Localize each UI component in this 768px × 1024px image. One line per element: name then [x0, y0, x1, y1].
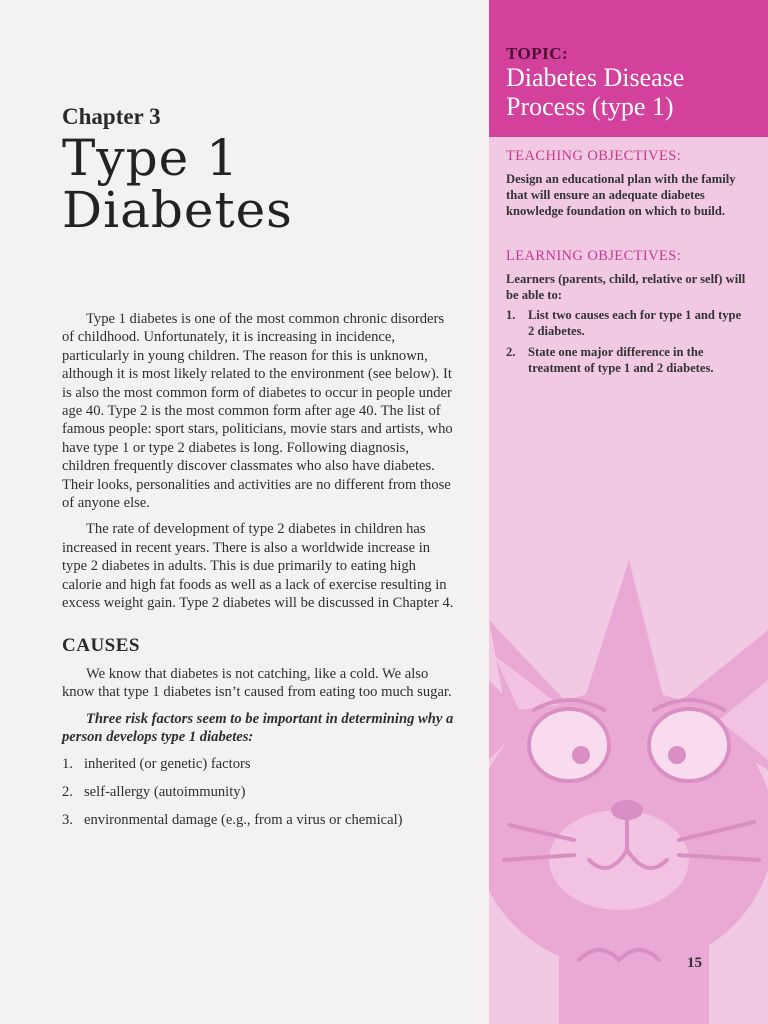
main-column	[62, 0, 458, 1024]
list-item-number: 3.	[62, 812, 73, 829]
intro-paragraph-2: The rate of development of type 2 diabetes in children has increased in recent years. There is also a worldwide increase in type 2 diabetes in adults. This is due primarily to eating high calorie and high fat foods as well as a lack of exercise resulting in excess weight gain. Type 2 diabetes will be discussed in Chapter 4.	[62, 521, 454, 612]
list-item-number: 1.	[506, 308, 516, 322]
topic-label: TOPIC:	[506, 44, 569, 63]
list-item-number: 2.	[62, 783, 73, 800]
list-item-text: List two causes each for type 1 and type 2 diabetes.	[528, 308, 742, 338]
learning-objectives-section	[506, 248, 746, 381]
list-item-text: inherited (or genetic) factors	[84, 755, 251, 772]
learning-objectives-intro: Learners (parents, child, relative or self) will be able to:	[506, 272, 746, 302]
topic-title: Diabetes Disease Process (type 1)	[506, 63, 685, 121]
list-item-text: State one major difference in the treatment of type 1 and 2 diabetes.	[528, 345, 714, 375]
list-item	[62, 755, 458, 773]
page-number: 15	[687, 955, 702, 971]
causes-paragraph: We know that diabetes is not catching, like a cold. We also know that type 1 diabetes isn’t caused from eating too much sugar.	[62, 665, 452, 701]
list-item	[62, 811, 458, 829]
chapter-label: Chapter 3	[62, 104, 161, 129]
chapter-title-line2: Diabetes	[62, 181, 293, 239]
risk-intro: Three risk factors seem to be important in determining why a person develops type 1 diabetes:	[62, 710, 454, 746]
sidebar	[489, 0, 768, 1024]
chapter-title-line1: Type 1	[62, 129, 239, 187]
teaching-objectives-heading: TEACHING OBJECTIVES:	[506, 148, 682, 164]
risk-factor-list	[62, 755, 458, 830]
list-item	[506, 344, 746, 376]
list-item-number: 1.	[62, 755, 73, 772]
chapter-title	[62, 129, 293, 239]
cartoon-cat-face-icon	[489, 560, 768, 1024]
body-text	[62, 310, 458, 840]
topic-box	[489, 0, 768, 137]
learning-objectives-list	[506, 307, 746, 376]
causes-heading: CAUSES	[62, 634, 140, 656]
list-item	[62, 783, 458, 801]
list-item-number: 2.	[506, 345, 516, 359]
list-item-text: environmental damage (e.g., from a virus or chemical)	[84, 812, 403, 829]
teaching-objectives-text: Design an educational plan with the family that will ensure an adequate diabetes knowledge foundation on which to build.	[506, 172, 736, 218]
list-item-text: self-allergy (autoimmunity)	[84, 783, 246, 800]
teaching-objectives-section	[506, 148, 746, 219]
intro-paragraph-1: Type 1 diabetes is one of the most common chronic disorders of childhood. Unfortunately, it is increasing in incidence, particularly in young children. The reason for this is unknown, although it is most likely related to the environment (see below). It is also the most common form of diabetes to occur in people under age 40. Type 2 is the most common form after age 40. The list of famous people: sport stars, politicians, movie stars and artists, who have type 1 or type 2 diabetes is long. Following diagnosis, children frequently discover classmates who also have diabetes. Their looks, personalities and activities are no different from those of anyone else.	[62, 311, 453, 512]
list-item	[506, 307, 746, 339]
learning-objectives-heading: LEARNING OBJECTIVES:	[506, 248, 682, 264]
